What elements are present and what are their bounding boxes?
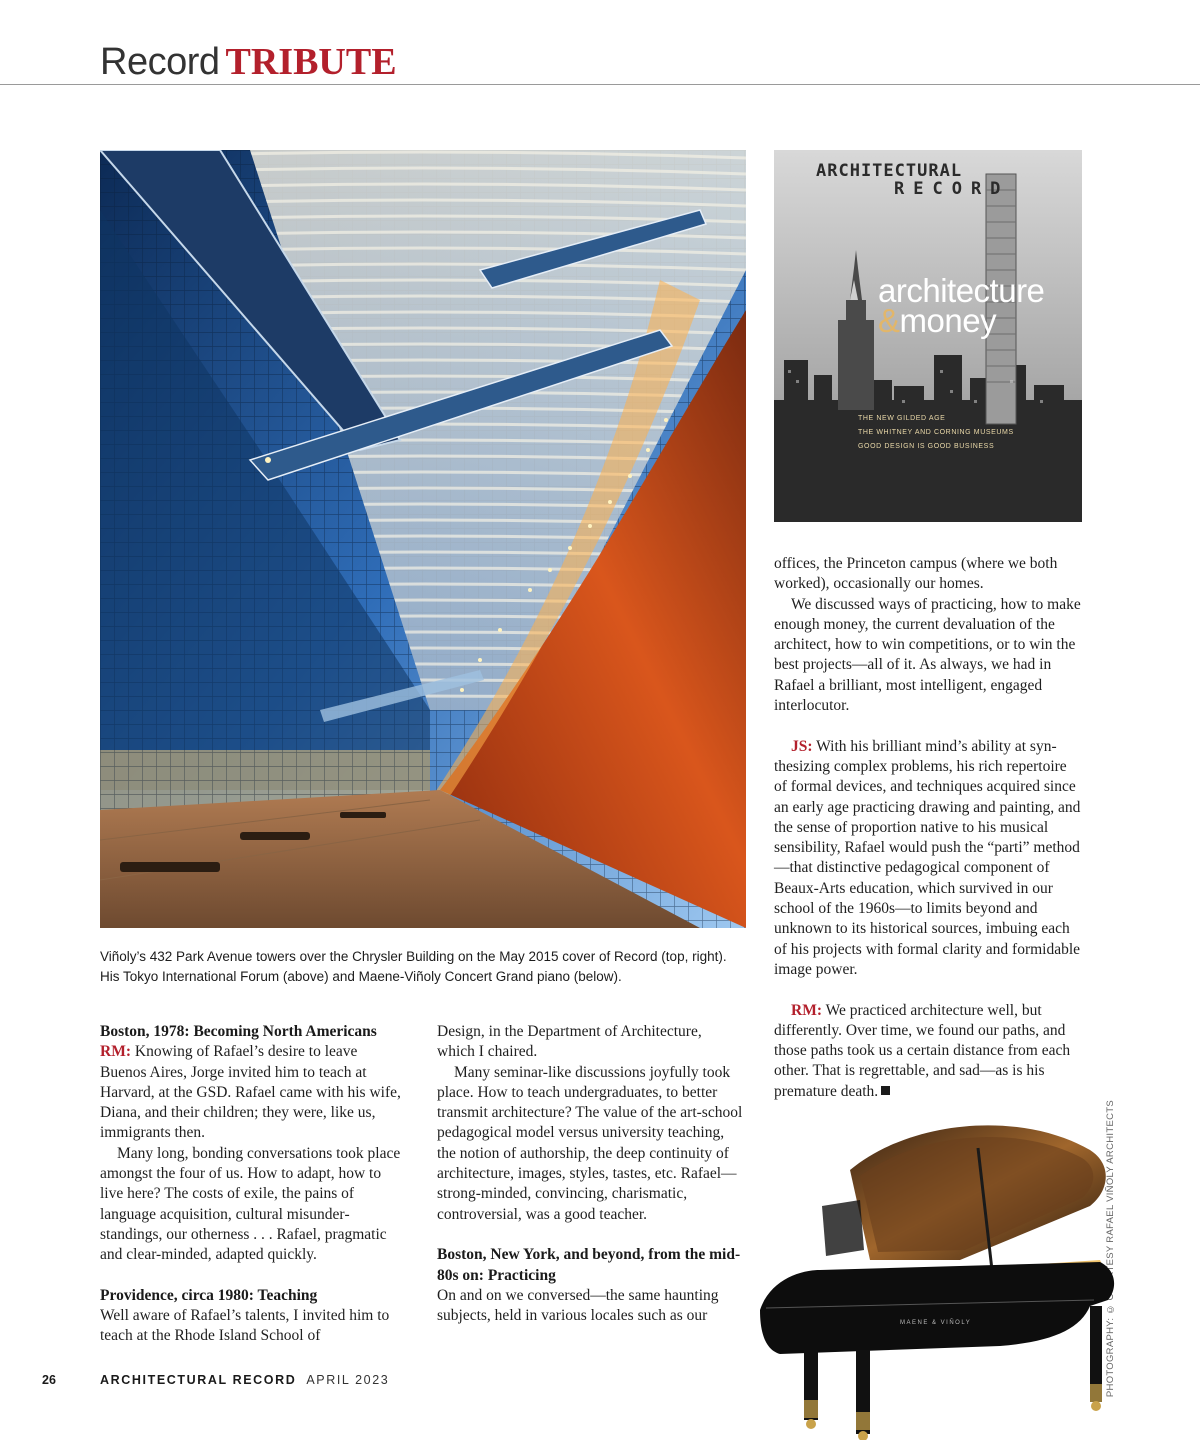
cover-masthead-line2: RECORD	[894, 179, 1010, 199]
cover-title-amp: &	[878, 302, 900, 339]
cover-line: THE NEW GILDED AGE	[858, 415, 946, 422]
speaker-label: JS:	[791, 737, 813, 755]
paragraph	[774, 737, 1082, 981]
paragraph: Well aware of Rafael’s talents, I invited him to teach at the Rhode Island School of	[100, 1307, 390, 1345]
tokyo-forum-photo	[100, 150, 746, 928]
section-heading: Boston, New York, and beyond, from the mid-80s on: Practicing	[437, 1246, 741, 1284]
section-label-record: Record	[100, 41, 220, 83]
speaker-label: RM:	[100, 1043, 131, 1061]
section-heading: Providence, circa 1980: Teaching	[100, 1286, 318, 1304]
cover-title	[878, 272, 1078, 339]
paragraph: offices, the Princeton campus (where we both worked), occasionally our homes.	[774, 555, 1058, 593]
paragraph: Many long, bonding conversations took place amongst the four of us. How to adapt, how to live here? The costs of exile, the pains of language acquisition, cultural misunderstandings, our otherness . . . Rafael, pragmatic and clear-minded, adapted quickly.	[100, 1144, 401, 1264]
paragraph: We discussed ways of practicing, how to make enough money, the current devaluation of the architect, how to win competitions, or to win the best projects—all of it. As always, we had in Rafael a brilliant, most intelligent, engaged interlocutor.	[774, 595, 1081, 715]
article-column-3	[774, 554, 1082, 1102]
page-number: 26	[42, 1373, 56, 1387]
paragraph	[774, 1001, 1082, 1102]
section-heading: Boston, 1978: Becoming North Americans	[100, 1023, 377, 1040]
header-rule	[0, 84, 1200, 85]
cover-title-line2: money	[899, 302, 997, 339]
paragraph: On and on we conversed—the same haunting subjects, held in various locales such as our	[437, 1286, 719, 1325]
section-label-tribute: TRIBUTE	[225, 41, 397, 83]
paragraph	[100, 1042, 406, 1143]
article-column-2	[437, 1022, 743, 1326]
paragraph: Design, in the Department of Architecture, which I chaired.	[437, 1023, 702, 1061]
page-footer	[42, 1372, 442, 1388]
paragraph-text: With his brilliant mind’s ability at synthesizing complex problems, his rich repertoire of formal devices, and techniques acquired since an early age practicing drawing and painting, and the sense of proportion native to his musical sensibility, Rafael would push the “parti” method—that distinctive pedagogical component of Beaux-Arts education, which survived in our school of the 1960s—to limits beyond and unknown to its historical sources, imbuing each of his projects with formal clarity and formidable image power.	[774, 737, 1081, 978]
cover-line: GOOD DESIGN IS GOOD BUSINESS	[858, 443, 995, 450]
article-column-1	[100, 1022, 406, 1347]
footer-date: APRIL 2023	[306, 1373, 390, 1387]
speaker-label: RM:	[791, 1001, 822, 1019]
cover-lines	[858, 412, 1058, 454]
cover-title-line1: architecture	[878, 272, 1045, 309]
paragraph: Many seminar-like discussions joyfully took place. How to teach undergraduates, to better transmit architecture? The value of the art-school pedagogical model versus university teaching, the notion of authorship, the deep continuity of architecture, images, styles, tastes, etc. Rafael—strong-minded, convincing, charismatic, controversial, was a good teacher.	[437, 1063, 743, 1223]
piano-photo	[760, 1110, 1120, 1440]
section-header	[100, 38, 397, 86]
piano-brand: MAENE & VIÑOLY	[900, 1320, 972, 1326]
cover-masthead-line1: ARCHITECTURAL	[816, 161, 963, 181]
photo-credit: PHOTOGRAPHY: © COURTESY RAFAEL VIÑOLY ARCHITECTS	[1105, 1100, 1116, 1398]
cover-masthead	[816, 162, 1076, 198]
paragraph-text: Knowing of Rafael’s desire to leave Buenos Aires, Jorge invited him to teach at Harvard, at the GSD. Rafael came with his wife, Diana, and their children; they were, like us, immigrants then.	[100, 1043, 401, 1142]
paragraph-text: We practiced architecture well, but differently. Over time, we found our paths, and those paths took us a certain distance from each other. That is regrettable, and sad—as is his premature death.	[774, 1001, 1071, 1100]
magazine-cover	[774, 150, 1082, 522]
cover-line: THE WHITNEY AND CORNING MUSEUMS	[858, 429, 1014, 436]
footer-publication: ARCHITECTURAL RECORD	[100, 1373, 297, 1387]
photo-caption: Viñoly’s 432 Park Avenue towers over the Chrysler Building on the May 2015 cover of Record (top, right). His Tokyo International Forum (above) and Maene-Viñoly Concert Grand piano (below).	[100, 949, 727, 984]
end-mark-icon	[881, 1086, 890, 1095]
